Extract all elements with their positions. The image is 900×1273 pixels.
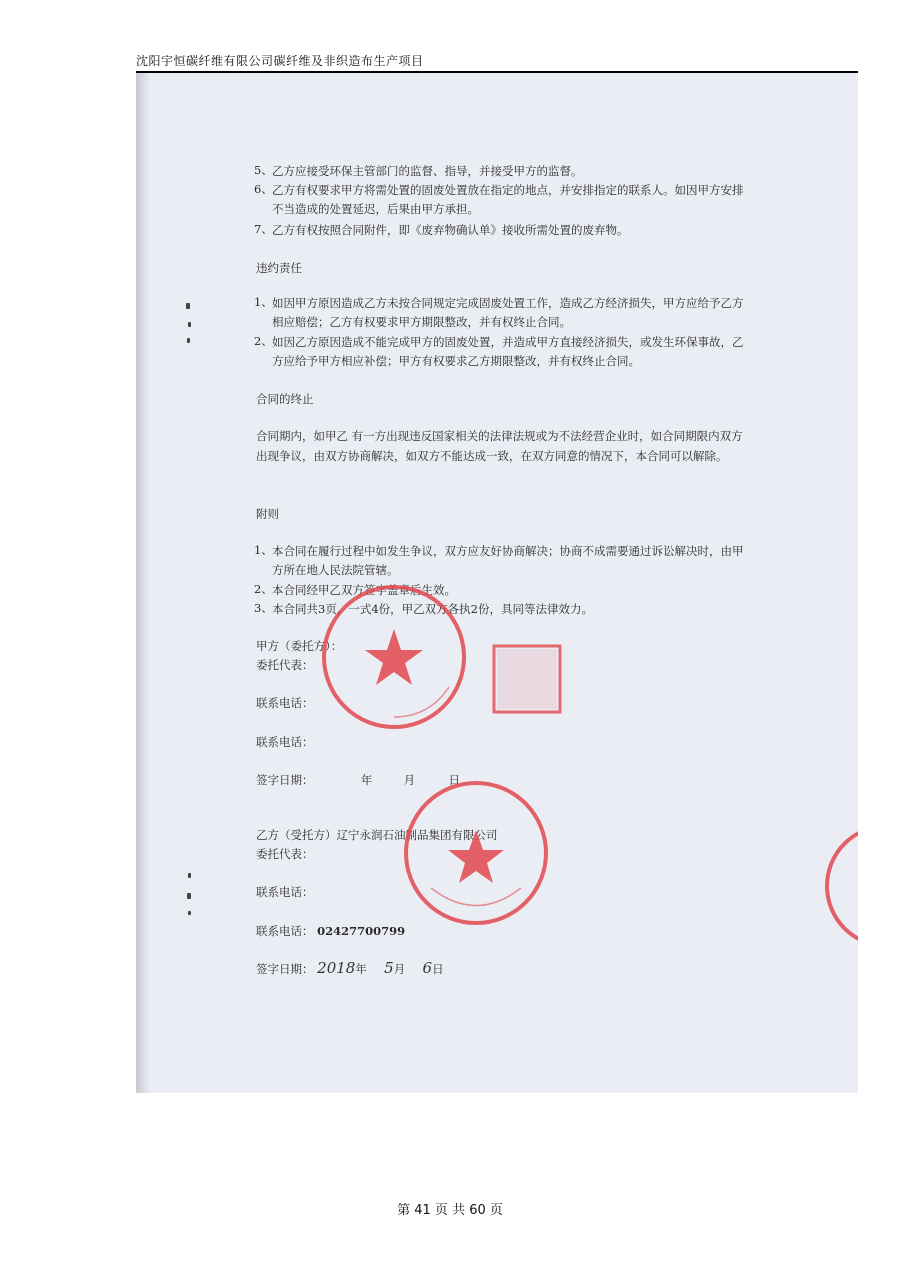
party-a-phone-1: 联系电话： (256, 696, 314, 710)
scanned-contract-page (136, 73, 858, 1093)
party-b-phone-1: 联系电话： (256, 885, 314, 899)
item-text: 乙方有权要求甲方将需处置的固废处置放在指定的地点，并安排指定的联系人。如因甲方安排不当造成的处置延迟，后果由甲方承担。 (272, 183, 744, 216)
phone-value: 02427700799 (317, 924, 406, 938)
item-text: 乙方有权按照合同附件，即《废弃物确认单》接收所需处置的废弃物。 (272, 223, 629, 237)
personal-name-chop (491, 643, 563, 715)
item-number: 7、 (254, 222, 273, 236)
item-number: 5、 (254, 163, 273, 177)
handwritten-month: 5 (384, 959, 394, 977)
binding-mark (186, 303, 190, 309)
year-label: 年 (355, 962, 367, 976)
section-heading-termination: 合同的终止 (256, 392, 314, 406)
item-number: 1、 (254, 543, 273, 557)
item-text: 本合同共3页，一式4份，甲乙双方各执2份，具同等法律效力。 (272, 602, 593, 616)
month-label: 月 (393, 962, 406, 976)
scan-edge-shadow (136, 73, 150, 1093)
item-text: 乙方应接受环保主管部门的监督、指导，并接受甲方的监督。 (272, 164, 583, 178)
binding-mark (188, 911, 191, 915)
section-heading-appendix: 附则 (256, 507, 279, 521)
binding-mark (188, 322, 191, 327)
item-text: 本合同在履行过程中如发生争议，双方应友好协商解决；协商不成需要通过诉讼解决时，由甲方所在地人民法院管辖。 (272, 544, 744, 577)
day-label: 日 (448, 773, 460, 787)
party-b-phone-2 (256, 923, 405, 939)
year-label: 年 (360, 773, 373, 787)
party-a-company-seal (319, 582, 469, 732)
page-number-footer: 第 41 页 共 60 页 (397, 1203, 503, 1218)
item-text: 如因乙方原因造成不能完成甲方的固废处置，并造成甲方直接经济损失，或发生环保事故，乙方应给予甲方相应补偿；甲方有权要求乙方期限整改，并有权终止合同。 (272, 335, 744, 368)
document-header-title: 沈阳宇恒碳纤维有限公司碳纤维及非织造布生产项目 (136, 54, 424, 68)
handwritten-day: 6 (422, 959, 433, 977)
item-number: 1、 (254, 295, 273, 309)
item-number: 2、 (254, 334, 273, 348)
binding-mark (187, 338, 190, 343)
party-a-phone-2: 联系电话： (256, 735, 314, 749)
party-b-company-seal (401, 778, 551, 928)
party-b-label: 乙方（受托方）辽宁永润石油制品集团有限公司 (256, 828, 498, 842)
party-a-label: 甲方（委托方）： (256, 639, 343, 653)
binding-mark (187, 893, 191, 899)
sign-date-label: 签字日期： (256, 962, 314, 976)
section-heading-breach: 违约责任 (256, 261, 302, 275)
sign-date-label: 签字日期： (256, 773, 314, 787)
party-b-sign-date (256, 959, 444, 977)
party-a-representative: 委托代表： (256, 658, 314, 672)
party-b-representative: 委托代表： (256, 847, 314, 861)
phone-label: 联系电话： (256, 924, 314, 938)
partial-edge-seal (822, 821, 858, 951)
day-label: 日 (432, 962, 444, 976)
binding-mark (188, 873, 191, 878)
handwritten-year: 2018 (317, 959, 356, 977)
item-text: 如因甲方原因造成乙方未按合同规定完成固废处置工作，造成乙方经济损失，甲方应给予乙方相应赔偿；乙方有权要求甲方期限整改，并有权终止合同。 (272, 296, 744, 329)
termination-paragraph: 合同期内，如甲乙 有一方出现违反国家相关的法律法规或为不法经营企业时，如合同期限内双方出现争议，由双方协商解决，如双方不能达成一致，在双方同意的情况下，本合同可以解除。 (256, 429, 743, 463)
month-label: 月 (403, 773, 416, 787)
item-text: 本合同经甲乙双方签字盖章后生效。 (272, 583, 456, 597)
item-number: 2、 (254, 582, 273, 596)
item-number: 3、 (254, 601, 273, 615)
item-number: 6、 (254, 182, 273, 196)
